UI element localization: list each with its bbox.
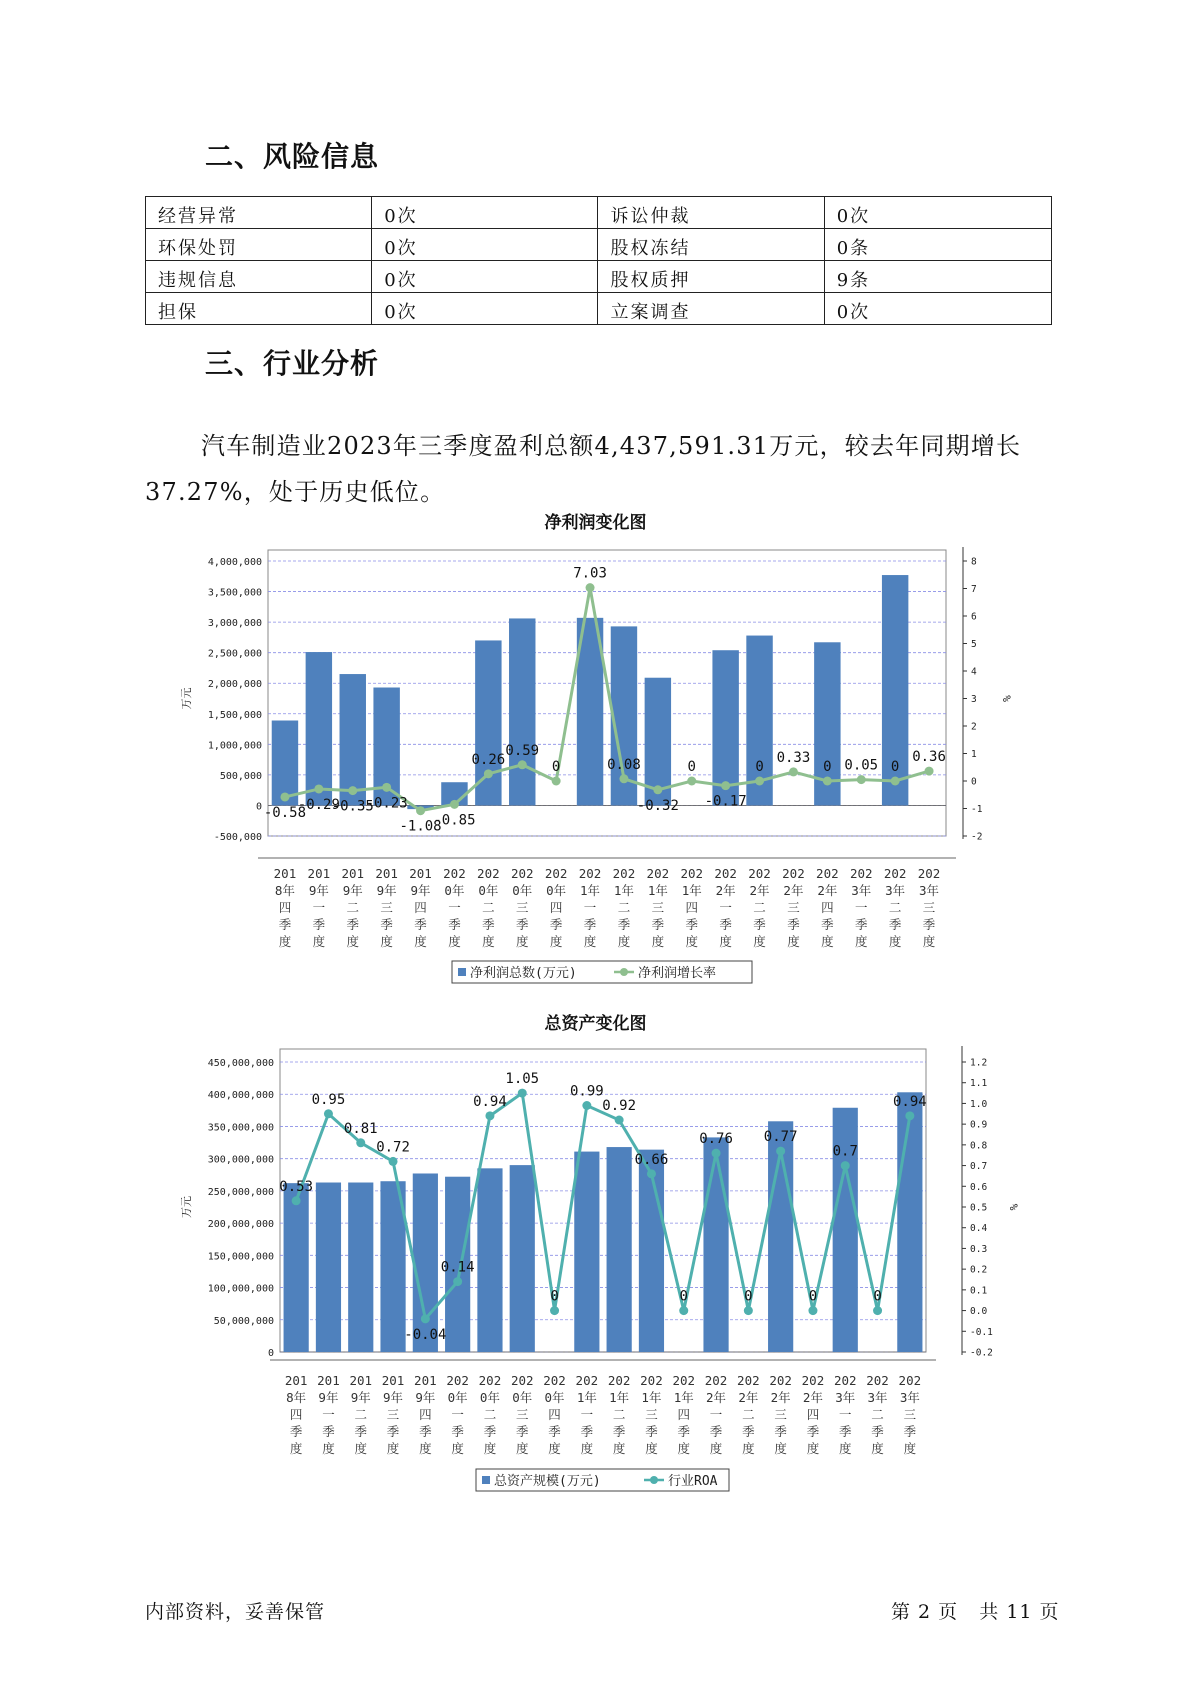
y2-tick-label: 0.4 xyxy=(970,1223,988,1235)
x-tick-label: 201 9年三季度 xyxy=(381,1373,405,1456)
x-tick-label: 202 2年四季度 xyxy=(801,1373,825,1456)
legend-line-marker xyxy=(650,1476,658,1484)
plot-frame xyxy=(268,550,946,836)
x-tick-label: 202 3年二季度 xyxy=(883,866,907,949)
line-point xyxy=(280,792,289,801)
line-point xyxy=(721,781,730,790)
risk-item-value: 0次 xyxy=(372,229,598,261)
bar xyxy=(284,1183,309,1352)
y2-tick-label: 6 xyxy=(971,611,977,623)
line-point xyxy=(416,806,425,815)
data-label: -0.58 xyxy=(263,804,307,821)
y2-tick-label: -2 xyxy=(971,831,983,843)
x-tick-label: 202 0年二季度 xyxy=(477,866,500,949)
line-point xyxy=(485,1111,494,1120)
y-tick-label: 450,000,000 xyxy=(207,1058,274,1069)
x-tick-label: 201 9年一季度 xyxy=(307,866,331,949)
data-label: -0.35 xyxy=(331,798,374,815)
line-point xyxy=(518,760,527,769)
data-label: 0.59 xyxy=(505,742,540,759)
x-tick-label: 202 1年二季度 xyxy=(607,1373,631,1456)
industry-paragraph: 汽车制造业2023年三季度盈利总额4,437,591.31万元，较去年同期增长37.27%，处于历史低位。 xyxy=(145,432,1022,506)
legend xyxy=(452,961,752,983)
x-tick-label: 202 2年二季度 xyxy=(737,1373,760,1456)
x-tick-label: 201 8年四季度 xyxy=(273,866,297,949)
risk-table-row xyxy=(146,261,1052,293)
data-label: 0 xyxy=(551,759,561,775)
y2-tick-label: 0.6 xyxy=(970,1181,988,1193)
y2-axis-title: % xyxy=(1007,1203,1020,1211)
y-tick-label: 2,500,000 xyxy=(207,648,262,660)
line-point xyxy=(619,774,628,783)
chart-title-total-assets: 总资产变化图 xyxy=(544,1014,647,1034)
x-tick-label: 202 1年一季度 xyxy=(575,1373,599,1456)
y-axis-title: 万元 xyxy=(180,687,193,710)
x-tick-label: 202 0年四季度 xyxy=(543,1373,566,1456)
x-tick-label: 201 8年四季度 xyxy=(284,1373,308,1456)
risk-item-label: 环保处罚 xyxy=(146,229,372,261)
x-tick-label: 202 0年四季度 xyxy=(544,866,568,949)
bar xyxy=(306,652,332,805)
y-tick-label: 150,000,000 xyxy=(207,1251,274,1263)
line-point xyxy=(841,1161,850,1170)
data-label: 0.99 xyxy=(569,1083,604,1100)
bar xyxy=(413,1173,438,1352)
data-label: 0 xyxy=(823,759,832,775)
risk-item-label: 违规信息 xyxy=(146,261,372,293)
risk-item-value: 0条 xyxy=(824,229,1051,261)
line-point xyxy=(808,1306,817,1315)
x-tick-label: 202 2年一季度 xyxy=(714,866,737,949)
risk-table-row xyxy=(146,229,1052,261)
data-label: 0.72 xyxy=(376,1139,410,1156)
chart-title-net-profit: 净利润变化图 xyxy=(544,513,647,533)
legend-bar-swatch xyxy=(482,1476,490,1484)
x-tick-label: 202 3年一季度 xyxy=(833,1373,857,1456)
y2-tick-label: 0.0 xyxy=(970,1306,988,1318)
line-point xyxy=(421,1314,430,1323)
data-label: 0 xyxy=(755,759,764,775)
bar xyxy=(607,1147,632,1352)
data-label: -0.04 xyxy=(404,1326,447,1343)
bar xyxy=(897,1092,922,1352)
x-tick-label: 202 0年三季度 xyxy=(510,866,534,949)
legend-line-marker xyxy=(620,968,628,976)
data-label: 0.14 xyxy=(440,1259,475,1276)
data-label: -0.23 xyxy=(365,795,408,812)
x-tick-label: 202 1年一季度 xyxy=(578,866,602,949)
x-tick-label: 202 1年二季度 xyxy=(612,866,636,949)
y2-tick-label: 4 xyxy=(971,666,977,678)
x-tick-label: 202 2年二季度 xyxy=(748,866,771,949)
risk-item-value: 0次 xyxy=(824,197,1051,229)
y2-tick-label: 3 xyxy=(971,694,977,705)
x-tick-label: 202 2年三季度 xyxy=(782,866,805,949)
data-label: -1.08 xyxy=(399,818,442,835)
x-tick-label: 201 9年四季度 xyxy=(409,866,432,949)
legend-bar-label: 净利润总数(万元) xyxy=(470,966,577,981)
risk-item-label: 立案调查 xyxy=(598,293,824,325)
line-point xyxy=(776,1147,785,1156)
line-point xyxy=(905,1111,914,1120)
risk-table-row xyxy=(146,293,1052,325)
x-tick-label: 202 2年一季度 xyxy=(704,1373,728,1456)
y2-tick-label: 0.1 xyxy=(970,1285,988,1297)
y2-tick-label: 0 xyxy=(971,776,977,788)
legend-line-label: 净利润增长率 xyxy=(638,966,717,981)
y-tick-label: 300,000,000 xyxy=(207,1154,274,1166)
line-point xyxy=(687,777,696,786)
data-label: 0.95 xyxy=(311,1091,346,1108)
bar xyxy=(477,1168,502,1352)
line-point xyxy=(552,777,561,786)
x-tick-label: 202 1年四季度 xyxy=(672,1373,696,1456)
line-point xyxy=(389,1157,398,1166)
line-point xyxy=(789,767,798,776)
data-label: 0 xyxy=(687,759,696,775)
y-tick-label: 100,000,000 xyxy=(207,1283,274,1295)
y2-tick-label: 0.9 xyxy=(970,1119,988,1131)
risk-info-table xyxy=(145,196,1052,325)
bar xyxy=(316,1183,341,1352)
data-label: 0 xyxy=(744,1288,753,1305)
total-assets-chart xyxy=(0,1035,1191,1495)
line-point xyxy=(292,1196,301,1205)
legend-bar-label: 总资产规模(万元) xyxy=(494,1474,601,1489)
x-tick-label: 201 9年四季度 xyxy=(414,1373,437,1456)
y2-tick-label: 2 xyxy=(971,721,977,733)
y2-tick-label: 0.5 xyxy=(970,1202,988,1214)
y-tick-label: 400,000,000 xyxy=(207,1090,274,1102)
line-point xyxy=(550,1306,559,1315)
x-tick-label: 201 9年三季度 xyxy=(375,866,398,949)
legend-bar-swatch xyxy=(458,968,466,976)
line-point xyxy=(356,1138,365,1147)
x-tick-label: 202 2年四季度 xyxy=(816,866,839,949)
x-tick-label: 201 9年一季度 xyxy=(317,1373,340,1456)
legend xyxy=(476,1469,729,1491)
risk-item-label: 经营异常 xyxy=(146,197,372,229)
data-label: 7.03 xyxy=(573,565,607,582)
footer-confidential: 内部资料，妥善保管 xyxy=(145,1601,326,1623)
line-point xyxy=(586,583,595,592)
line-point xyxy=(755,777,764,786)
line-point xyxy=(324,1109,333,1118)
data-label: 0.77 xyxy=(763,1129,798,1146)
y-tick-label: 2,000,000 xyxy=(207,679,262,691)
data-label: 0 xyxy=(890,759,900,775)
y-tick-label: -500,000 xyxy=(213,832,262,843)
x-tick-label: 202 1年三季度 xyxy=(646,866,670,949)
line-point xyxy=(348,786,357,795)
net-profit-chart xyxy=(0,535,1191,990)
y-tick-label: 0 xyxy=(255,801,262,813)
data-label: 0.33 xyxy=(776,749,811,766)
data-label: -0.17 xyxy=(704,793,747,810)
data-label: 0.05 xyxy=(844,757,879,774)
y-tick-label: 500,000 xyxy=(219,770,262,782)
risk-item-label: 担保 xyxy=(146,293,372,325)
x-tick-label: 202 0年二季度 xyxy=(478,1373,502,1456)
x-tick-label: 202 1年四季度 xyxy=(680,866,704,949)
x-tick-label: 202 0年一季度 xyxy=(446,1373,469,1456)
y2-tick-label: 1 xyxy=(971,749,977,760)
line-point xyxy=(582,1101,591,1110)
bar xyxy=(340,674,366,805)
y2-tick-label: -1 xyxy=(971,804,983,815)
data-label: 0.76 xyxy=(699,1131,733,1148)
line-point xyxy=(314,784,323,793)
y-tick-label: 200,000,000 xyxy=(207,1219,274,1231)
y2-tick-label: 8 xyxy=(971,556,977,568)
x-tick-label: 201 9年二季度 xyxy=(349,1373,373,1456)
bar xyxy=(703,1137,728,1352)
data-label: 0.7 xyxy=(832,1143,858,1160)
data-label: 0 xyxy=(550,1288,559,1305)
data-label: -0.32 xyxy=(636,797,679,814)
y-tick-label: 1,000,000 xyxy=(207,740,262,752)
line-point xyxy=(891,777,900,786)
data-label: 0.94 xyxy=(473,1093,507,1110)
x-tick-label: 202 3年二季度 xyxy=(866,1373,889,1456)
y-tick-label: 50,000,000 xyxy=(213,1315,274,1327)
y2-tick-label: 1.1 xyxy=(970,1078,988,1090)
data-label: -0.29 xyxy=(297,796,340,813)
risk-table-row xyxy=(146,197,1052,229)
y-tick-label: 350,000,000 xyxy=(207,1122,274,1134)
risk-item-value: 0次 xyxy=(372,261,598,293)
risk-item-value: 0次 xyxy=(824,293,1051,325)
bar xyxy=(510,1165,535,1352)
line-point xyxy=(857,775,866,784)
y2-tick-label: 0.3 xyxy=(970,1243,988,1255)
line-point xyxy=(450,800,459,809)
x-tick-label: 202 0年三季度 xyxy=(510,1373,534,1456)
line-point xyxy=(484,769,493,778)
data-label: 0.94 xyxy=(892,1093,927,1110)
data-label: 0 xyxy=(808,1288,818,1305)
y2-axis-title: % xyxy=(1000,695,1013,702)
line-point xyxy=(925,767,934,776)
bar xyxy=(574,1152,599,1352)
section-heading-industry: 三、行业分析 xyxy=(205,347,380,380)
footer-page-number: 第 2 页 共 11 页 xyxy=(891,1601,1060,1623)
data-label: 0.08 xyxy=(607,756,641,773)
data-label: 0.36 xyxy=(912,749,946,766)
x-tick-label: 202 3年三季度 xyxy=(917,866,941,949)
risk-item-value: 0次 xyxy=(372,197,598,229)
line-point xyxy=(653,785,662,794)
y-tick-label: 250,000,000 xyxy=(207,1186,274,1198)
data-label: -0.85 xyxy=(433,812,476,829)
y2-tick-label: 0.7 xyxy=(970,1161,988,1173)
y2-tick-label: 1.2 xyxy=(970,1057,988,1069)
line-point xyxy=(615,1116,624,1125)
data-label: 0.53 xyxy=(279,1178,314,1195)
x-tick-label: 202 1年三季度 xyxy=(640,1373,663,1456)
line-point xyxy=(873,1306,882,1315)
data-label: 0.26 xyxy=(471,751,506,768)
risk-item-value: 9条 xyxy=(824,261,1051,293)
data-label: 0.92 xyxy=(602,1098,637,1114)
data-label: 1.05 xyxy=(505,1071,540,1088)
bar xyxy=(348,1183,373,1352)
data-label: 0 xyxy=(679,1288,688,1305)
y2-tick-label: 7 xyxy=(971,584,977,595)
line-point xyxy=(679,1306,688,1315)
risk-item-label: 诉讼仲裁 xyxy=(598,197,824,229)
y2-tick-label: 0.2 xyxy=(970,1264,988,1276)
line-point xyxy=(518,1089,527,1098)
y-tick-label: 3,000,000 xyxy=(207,618,262,630)
y2-tick-label: 5 xyxy=(971,639,977,650)
risk-item-label: 股权质押 xyxy=(598,261,824,293)
x-tick-label: 202 3年三季度 xyxy=(898,1373,922,1456)
y2-tick-label: 1.0 xyxy=(970,1098,988,1110)
legend-line-label: 行业ROA xyxy=(668,1474,718,1489)
line-point xyxy=(382,783,391,792)
data-label: 0.81 xyxy=(343,1120,378,1137)
x-tick-label: 202 3年一季度 xyxy=(849,866,873,949)
y-tick-label: 1,500,000 xyxy=(207,709,262,721)
risk-item-label: 股权冻结 xyxy=(598,229,824,261)
bar xyxy=(509,618,535,805)
risk-item-value: 0次 xyxy=(372,293,598,325)
y-tick-label: 3,500,000 xyxy=(207,587,262,599)
y2-tick-label: -0.1 xyxy=(970,1326,993,1338)
section-heading-risk: 二、风险信息 xyxy=(205,140,380,173)
data-label: 0 xyxy=(873,1288,882,1305)
line-point xyxy=(453,1277,462,1286)
x-tick-label: 202 0年一季度 xyxy=(443,866,466,949)
line-point xyxy=(744,1306,753,1315)
line-point xyxy=(823,777,832,786)
y-tick-label: 0 xyxy=(267,1348,274,1359)
x-tick-label: 201 9年二季度 xyxy=(341,866,365,949)
line-point xyxy=(647,1169,656,1178)
y2-tick-label: 0.8 xyxy=(970,1140,988,1152)
y-tick-label: 4,000,000 xyxy=(207,557,262,568)
data-label: 0.66 xyxy=(634,1151,669,1168)
line-point xyxy=(712,1149,721,1158)
y-axis-title: 万元 xyxy=(180,1196,193,1218)
y2-tick-label: -0.2 xyxy=(970,1347,993,1359)
x-tick-label: 202 2年三季度 xyxy=(769,1373,792,1456)
